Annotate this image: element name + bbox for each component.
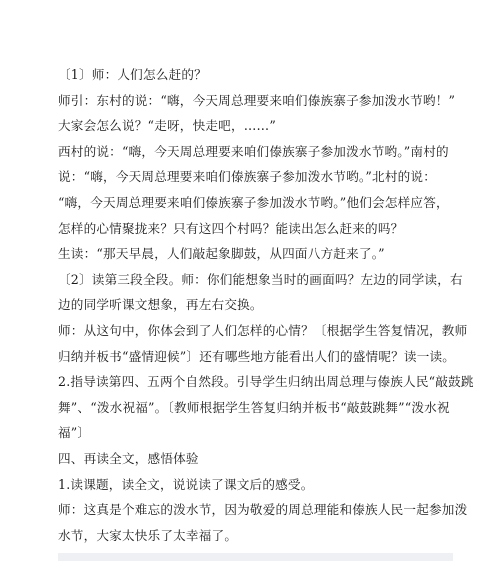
text-line: 师：这真是个难忘的泼水节，因为敬爱的周总理能和傣族人民一起参加泼 bbox=[58, 502, 468, 518]
text-line: 师：从这句中，你体会到了人们怎样的心情？〔根据学生答复情况，教师 bbox=[58, 322, 468, 338]
text-line: 1.读课题，读全文，说说读了课文后的感受。 bbox=[58, 476, 314, 492]
text-line: 说：“嗨，今天周总理要来咱们傣族寨子参加泼水节哟。”北村的说： bbox=[58, 169, 436, 185]
text-line: “嗨，今天周总理要来咱们傣族寨子参加泼水节哟。”他们会怎样应答， bbox=[58, 194, 449, 210]
text-line: 水节，大家太快乐了太幸福了。 bbox=[58, 527, 238, 543]
text-line: 福”〕 bbox=[58, 425, 91, 441]
document-body bbox=[58, 62, 478, 548]
text-line: 西村的说：“嗨，今天周总理要来咱们傣族寨子参加泼水节哟。”南村的 bbox=[58, 143, 449, 159]
text-line: 师引：东村的说：“嗨，今天周总理要来咱们傣族寨子参加泼水节哟！” bbox=[58, 92, 456, 108]
section-heading: 四、再读全文，感悟体验 bbox=[58, 450, 199, 466]
text-line: 大家会怎么说？“走呀，快走吧，……” bbox=[58, 118, 276, 134]
text-line: 2.指导读第四、五两个自然段。引导学生归纳出周总理与傣族人民“敲鼓跳 bbox=[58, 374, 474, 390]
text-line: 〔2〕读第三段全段。师：你们能想象当时的画面吗？左边的同学读，右 bbox=[58, 271, 463, 287]
text-line: 怎样的心情聚拢来？只有这四个村吗？能读出怎么赶来的吗？ bbox=[58, 220, 404, 236]
text-line: 归纳并板书“盛情迎候”〕还有哪些地方能看出人们的盛情呢？读一读。 bbox=[58, 348, 456, 364]
text-line: 〔1〕师：人们怎么赶的？ bbox=[58, 67, 207, 82]
text-line: 生读：“那天早晨，人们敲起象脚鼓，从四面八方赶来了。” bbox=[58, 246, 385, 262]
text-line: 舞”、“泼水祝福”。〔教师根据学生答复归纳并板书“敲鼓跳舞”“泼水祝 bbox=[58, 399, 450, 415]
text-line: 边的同学听课文想象，再左右交换。 bbox=[58, 297, 263, 313]
watermark-strip bbox=[58, 553, 453, 561]
